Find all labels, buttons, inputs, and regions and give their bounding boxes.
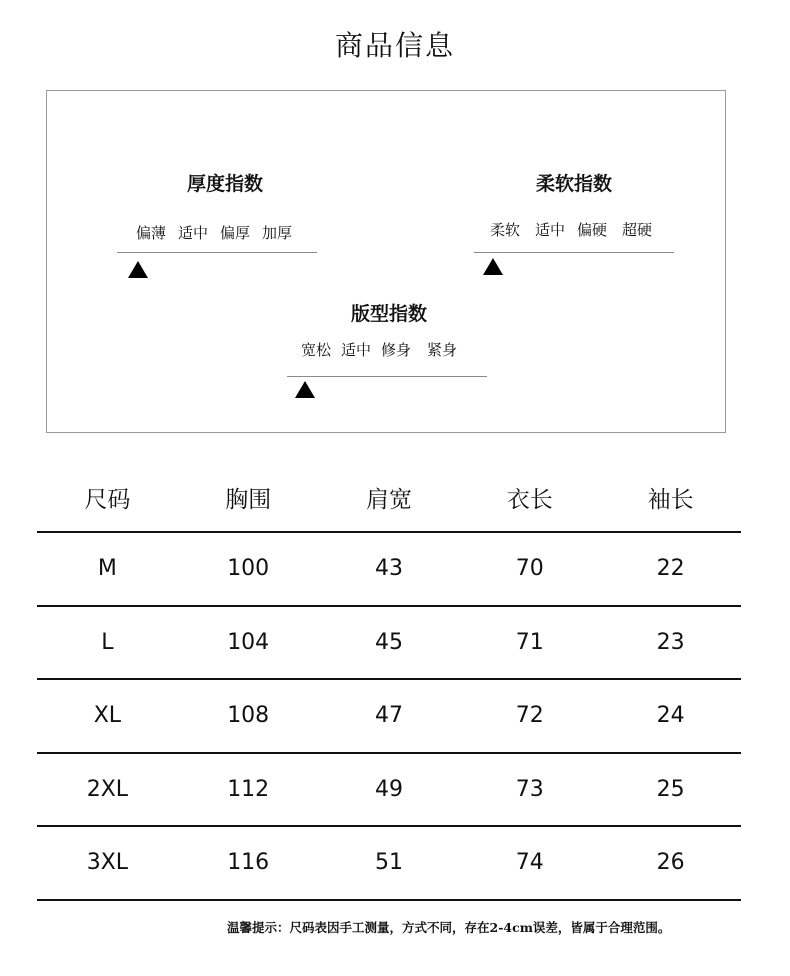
table-cell: 51	[319, 826, 460, 900]
thickness-marker-triangle-icon	[128, 261, 148, 278]
softness-option: 超硬	[622, 221, 653, 239]
table-cell: 108	[178, 679, 319, 753]
table-cell: 2XL	[37, 753, 178, 827]
fit-option: 修身	[381, 341, 412, 359]
softness-option: 适中	[535, 221, 566, 239]
table-cell: 112	[178, 753, 319, 827]
softness-option: 柔软	[490, 221, 521, 239]
fit-option: 紧身	[427, 341, 458, 359]
product-index-panel	[46, 90, 726, 433]
fit-scale-labels	[301, 339, 457, 360]
table-cell: 26	[600, 826, 741, 900]
table-cell: 23	[600, 606, 741, 680]
table-cell: 73	[459, 753, 600, 827]
table-row	[37, 679, 741, 753]
table-cell: 45	[319, 606, 460, 680]
size-table-header-row	[37, 463, 741, 532]
fit-scale-line	[287, 376, 487, 377]
table-cell: 3XL	[37, 826, 178, 900]
thickness-option: 偏薄	[136, 224, 167, 242]
softness-scale-labels	[490, 219, 652, 240]
fit-option: 适中	[341, 341, 372, 359]
size-chart-table	[37, 463, 741, 901]
table-cell: XL	[37, 679, 178, 753]
table-cell: 116	[178, 826, 319, 900]
table-cell: L	[37, 606, 178, 680]
thickness-index-title: 厚度指数	[187, 173, 264, 195]
softness-marker-triangle-icon	[483, 258, 503, 275]
thickness-scale-line	[117, 252, 317, 253]
measurement-note: 温馨提示：尺码表因手工测量，方式不同，存在2-4cm误差，皆属于合理范围。	[227, 920, 671, 935]
table-cell: 25	[600, 753, 741, 827]
softness-scale-line	[474, 252, 674, 253]
table-cell: 49	[319, 753, 460, 827]
table-row	[37, 532, 741, 606]
thickness-scale-labels	[136, 222, 292, 243]
fit-marker-triangle-icon	[295, 381, 315, 398]
table-cell: 71	[459, 606, 600, 680]
table-row	[37, 606, 741, 680]
column-header-chest: 胸围	[225, 486, 272, 513]
table-cell: 24	[600, 679, 741, 753]
fit-option: 宽松	[301, 341, 332, 359]
table-cell: 72	[459, 679, 600, 753]
table-cell: 104	[178, 606, 319, 680]
page-title: 商品信息	[334, 29, 455, 62]
thickness-option: 加厚	[262, 224, 293, 242]
table-cell: 43	[319, 532, 460, 606]
thickness-option: 偏厚	[220, 224, 251, 242]
column-header-size: 尺码	[84, 486, 131, 513]
table-row	[37, 753, 741, 827]
softness-index-title: 柔软指数	[536, 173, 613, 195]
table-cell: 47	[319, 679, 460, 753]
fit-index-title: 版型指数	[351, 303, 428, 325]
column-header-shoulder: 肩宽	[365, 486, 412, 513]
column-header-length: 衣长	[506, 486, 553, 513]
table-cell: 74	[459, 826, 600, 900]
thickness-option: 适中	[178, 224, 209, 242]
table-cell: 100	[178, 532, 319, 606]
table-cell: M	[37, 532, 178, 606]
table-cell: 70	[459, 532, 600, 606]
table-row	[37, 826, 741, 900]
softness-option: 偏硬	[577, 221, 608, 239]
column-header-sleeve: 袖长	[647, 486, 694, 513]
table-cell: 22	[600, 532, 741, 606]
